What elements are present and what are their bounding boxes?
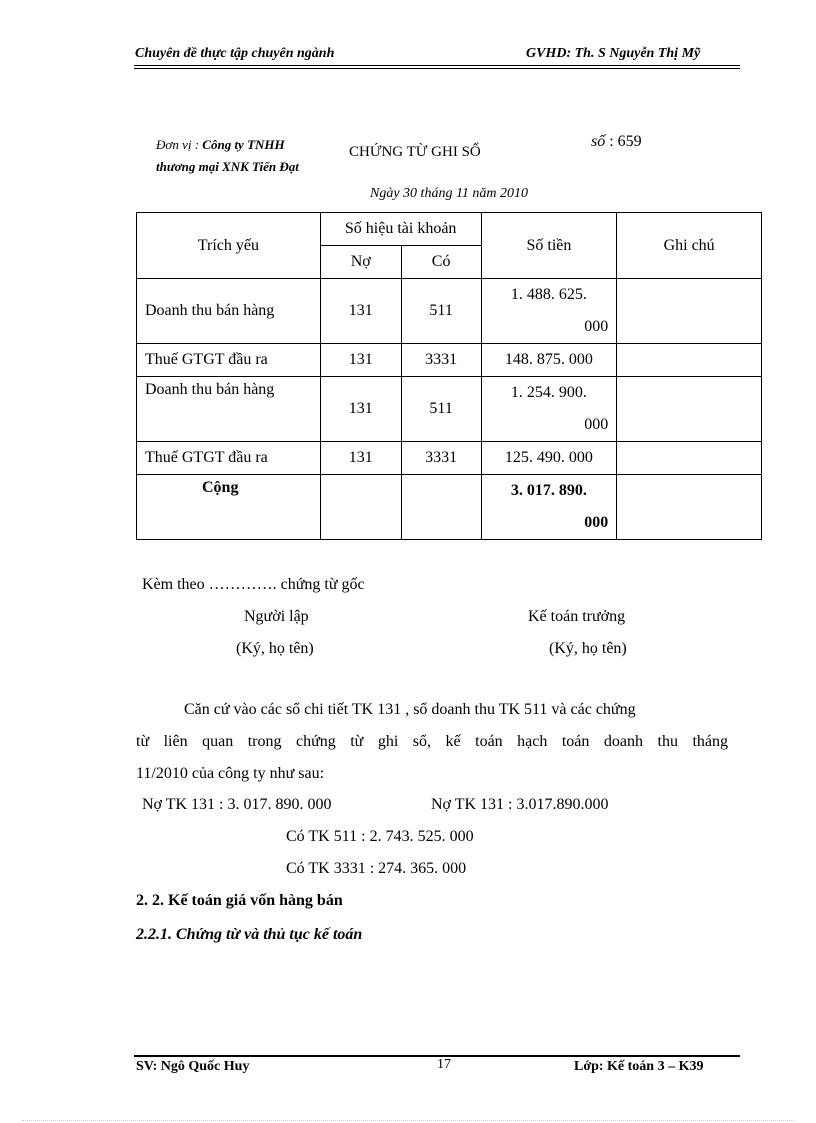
table-row [137,344,762,377]
page-bottom-border [22,1120,794,1121]
header-rule-2 [134,68,740,69]
entry-debit-right: Nợ TK 131 : 3.017.890.000 [431,796,609,813]
unit-label: Đơn vị : [156,137,200,152]
doc-number-value: : 659 [609,133,642,150]
row-debit: 131 [320,377,401,442]
table-row [137,279,762,344]
header-note: Ghi chú [617,213,762,279]
row-amount-line2: 000 [584,416,609,433]
preparer-label: Người lập [244,608,309,625]
entry-credit-3331: Có TK 3331 : 274. 365. 000 [286,860,467,877]
paragraph-line2: từ liên quan trong chứng từ ghi sổ, kế toán hạch toán doanh thu tháng [136,733,728,750]
page-number: 17 [437,1057,451,1072]
doc-number-label: số [591,133,606,150]
row-note [617,442,762,475]
paragraph-line1: Căn cứ vào các sổ chi tiết TK 131 , sổ doanh thu TK 511 và các chứng [184,701,636,718]
doc-date: Ngày 30 tháng 11 năm 2010 [370,186,529,201]
row-amount-line1: 1. 254. 900. [510,384,587,401]
paragraph-line3: 11/2010 của công ty như sau: [136,765,325,782]
row-debit: 131 [320,344,401,377]
total-credit [401,475,481,540]
table-row [137,442,762,475]
total-amount-line2: 000 [584,514,609,531]
total-debit [320,475,401,540]
unit-name-line1: Công ty TNHH [202,137,285,152]
header-left: Chuyên đề thực tập chuyên ngành [135,46,335,61]
row-amount: 148. 875. 000 [481,344,617,377]
preparer-hint: (Ký, họ tên) [236,640,314,657]
doc-title: CHỨNG TỪ GHI SỔ [349,144,481,160]
row-amount [481,377,617,442]
doc-number [591,133,642,151]
unit-block [156,134,299,178]
row-credit: 3331 [401,344,481,377]
header-amount: Số tiền [481,213,617,279]
row-amount-line2: 000 [584,318,609,335]
row-summary: Doanh thu bán hàng [137,377,321,442]
row-amount: 125. 490. 000 [481,442,617,475]
row-summary: Doanh thu bán hàng [137,279,321,344]
row-note [617,279,762,344]
header-summary: Trích yếu [137,213,321,279]
attachment-line: Kèm theo …………. chứng từ gốc [142,576,365,593]
header-rule [134,65,740,66]
row-debit: 131 [320,442,401,475]
section-subheading: 2.2.1. Chứng từ và thủ tục kế toán [136,926,363,943]
total-note [617,475,762,540]
total-amount-line1: 3. 017. 890. [510,482,587,499]
table-row [137,377,762,442]
total-label: Cộng [137,475,321,540]
section-heading: 2. 2. Kế toán giá vốn hàng bán [136,892,343,909]
header-credit: Có [401,246,481,279]
entry-debit-left: Nợ TK 131 : 3. 017. 890. 000 [142,796,332,813]
unit-name-line2: thương mại XNK Tiến Đạt [156,159,299,174]
row-amount-line1: 1. 488. 625. [510,286,587,303]
entry-credit-511: Có TK 511 : 2. 743. 525. 000 [286,828,474,845]
total-amount [481,475,617,540]
header-account-group: Số hiệu tài khoản [320,213,481,246]
chief-accountant-hint: (Ký, họ tên) [549,640,627,657]
body-paragraph [136,694,728,790]
row-credit: 511 [401,377,481,442]
voucher-table [136,212,762,540]
header-debit: Nợ [320,246,401,279]
row-debit: 131 [320,279,401,344]
row-summary: Thuế GTGT đầu ra [137,344,321,377]
header-right: GVHD: Th. S Nguyễn Thị Mỹ [526,46,701,61]
row-credit: 511 [401,279,481,344]
footer-class: Lớp: Kế toán 3 – K39 [574,1059,704,1074]
row-note [617,377,762,442]
chief-accountant-label: Kế toán trưởng [528,608,626,625]
row-amount [481,279,617,344]
table-total-row [137,475,762,540]
row-note [617,344,762,377]
row-credit: 3331 [401,442,481,475]
row-summary: Thuế GTGT đầu ra [137,442,321,475]
footer-student: SV: Ngô Quốc Huy [136,1059,250,1074]
